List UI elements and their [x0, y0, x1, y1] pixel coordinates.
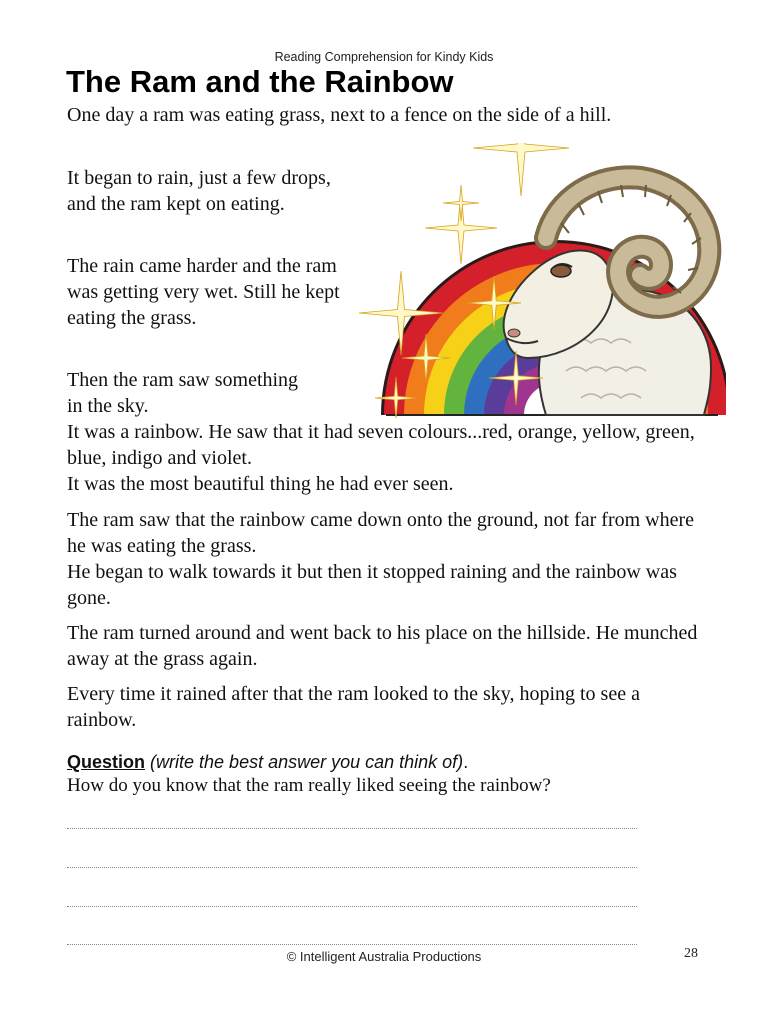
page-number: 28 — [684, 946, 698, 961]
paragraph-6: The ram turned around and went back to his place on the hillside. He munched away at the grass again. — [67, 622, 698, 670]
paragraph-3: The rain came harder and the ram was getting very wet. Still he kept eating the grass. — [67, 255, 340, 329]
question-end: . — [463, 752, 469, 772]
answer-line-4[interactable] — [67, 944, 637, 945]
answer-line-1[interactable] — [67, 828, 637, 829]
page-header: Reading Comprehension for Kindy Kids — [274, 50, 494, 64]
ram-nose — [508, 329, 520, 337]
sparkle-icon — [473, 143, 569, 196]
question-text: How do you know that the ram really liked seeing the rainbow? — [67, 775, 551, 796]
paragraph-5b: He began to walk towards it but then it stopped raining and the rainbow was gone. — [67, 561, 677, 609]
question-hint: (write the best answer you can think of) — [150, 752, 464, 772]
question-label: Question — [67, 752, 146, 772]
paragraph-1: One day a ram was eating grass, next to a fence on the side of a hill. — [67, 104, 612, 126]
paragraph-7: Every time it rained after that the ram looked to the sky, hoping to see a rainbow. — [67, 683, 640, 731]
story-title: The Ram and the Rainbow — [66, 64, 454, 99]
copyright-footer: © Intelligent Australia Productions — [286, 949, 482, 964]
answer-line-3[interactable] — [67, 906, 637, 907]
paragraph-5a: The ram saw that the rainbow came down onto the ground, not far from where he was eating the grass. — [67, 509, 695, 557]
paragraph-4a: Then the ram saw something in the sky. — [67, 369, 299, 417]
answer-line-2[interactable] — [67, 867, 637, 868]
paragraph-4b: It was a rainbow. He saw that it had seven colours...red, orange, yellow, green, blue, indigo and violet. — [67, 421, 695, 469]
question-heading — [67, 750, 468, 774]
paragraph-2: It began to rain, just a few drops, and the ram kept on eating. — [67, 167, 331, 215]
ram-and-rainbow-illustration — [356, 143, 726, 418]
paragraph-4c: It was the most beautiful thing he had ever seen. — [67, 473, 454, 495]
sparkle-icon — [443, 185, 479, 221]
